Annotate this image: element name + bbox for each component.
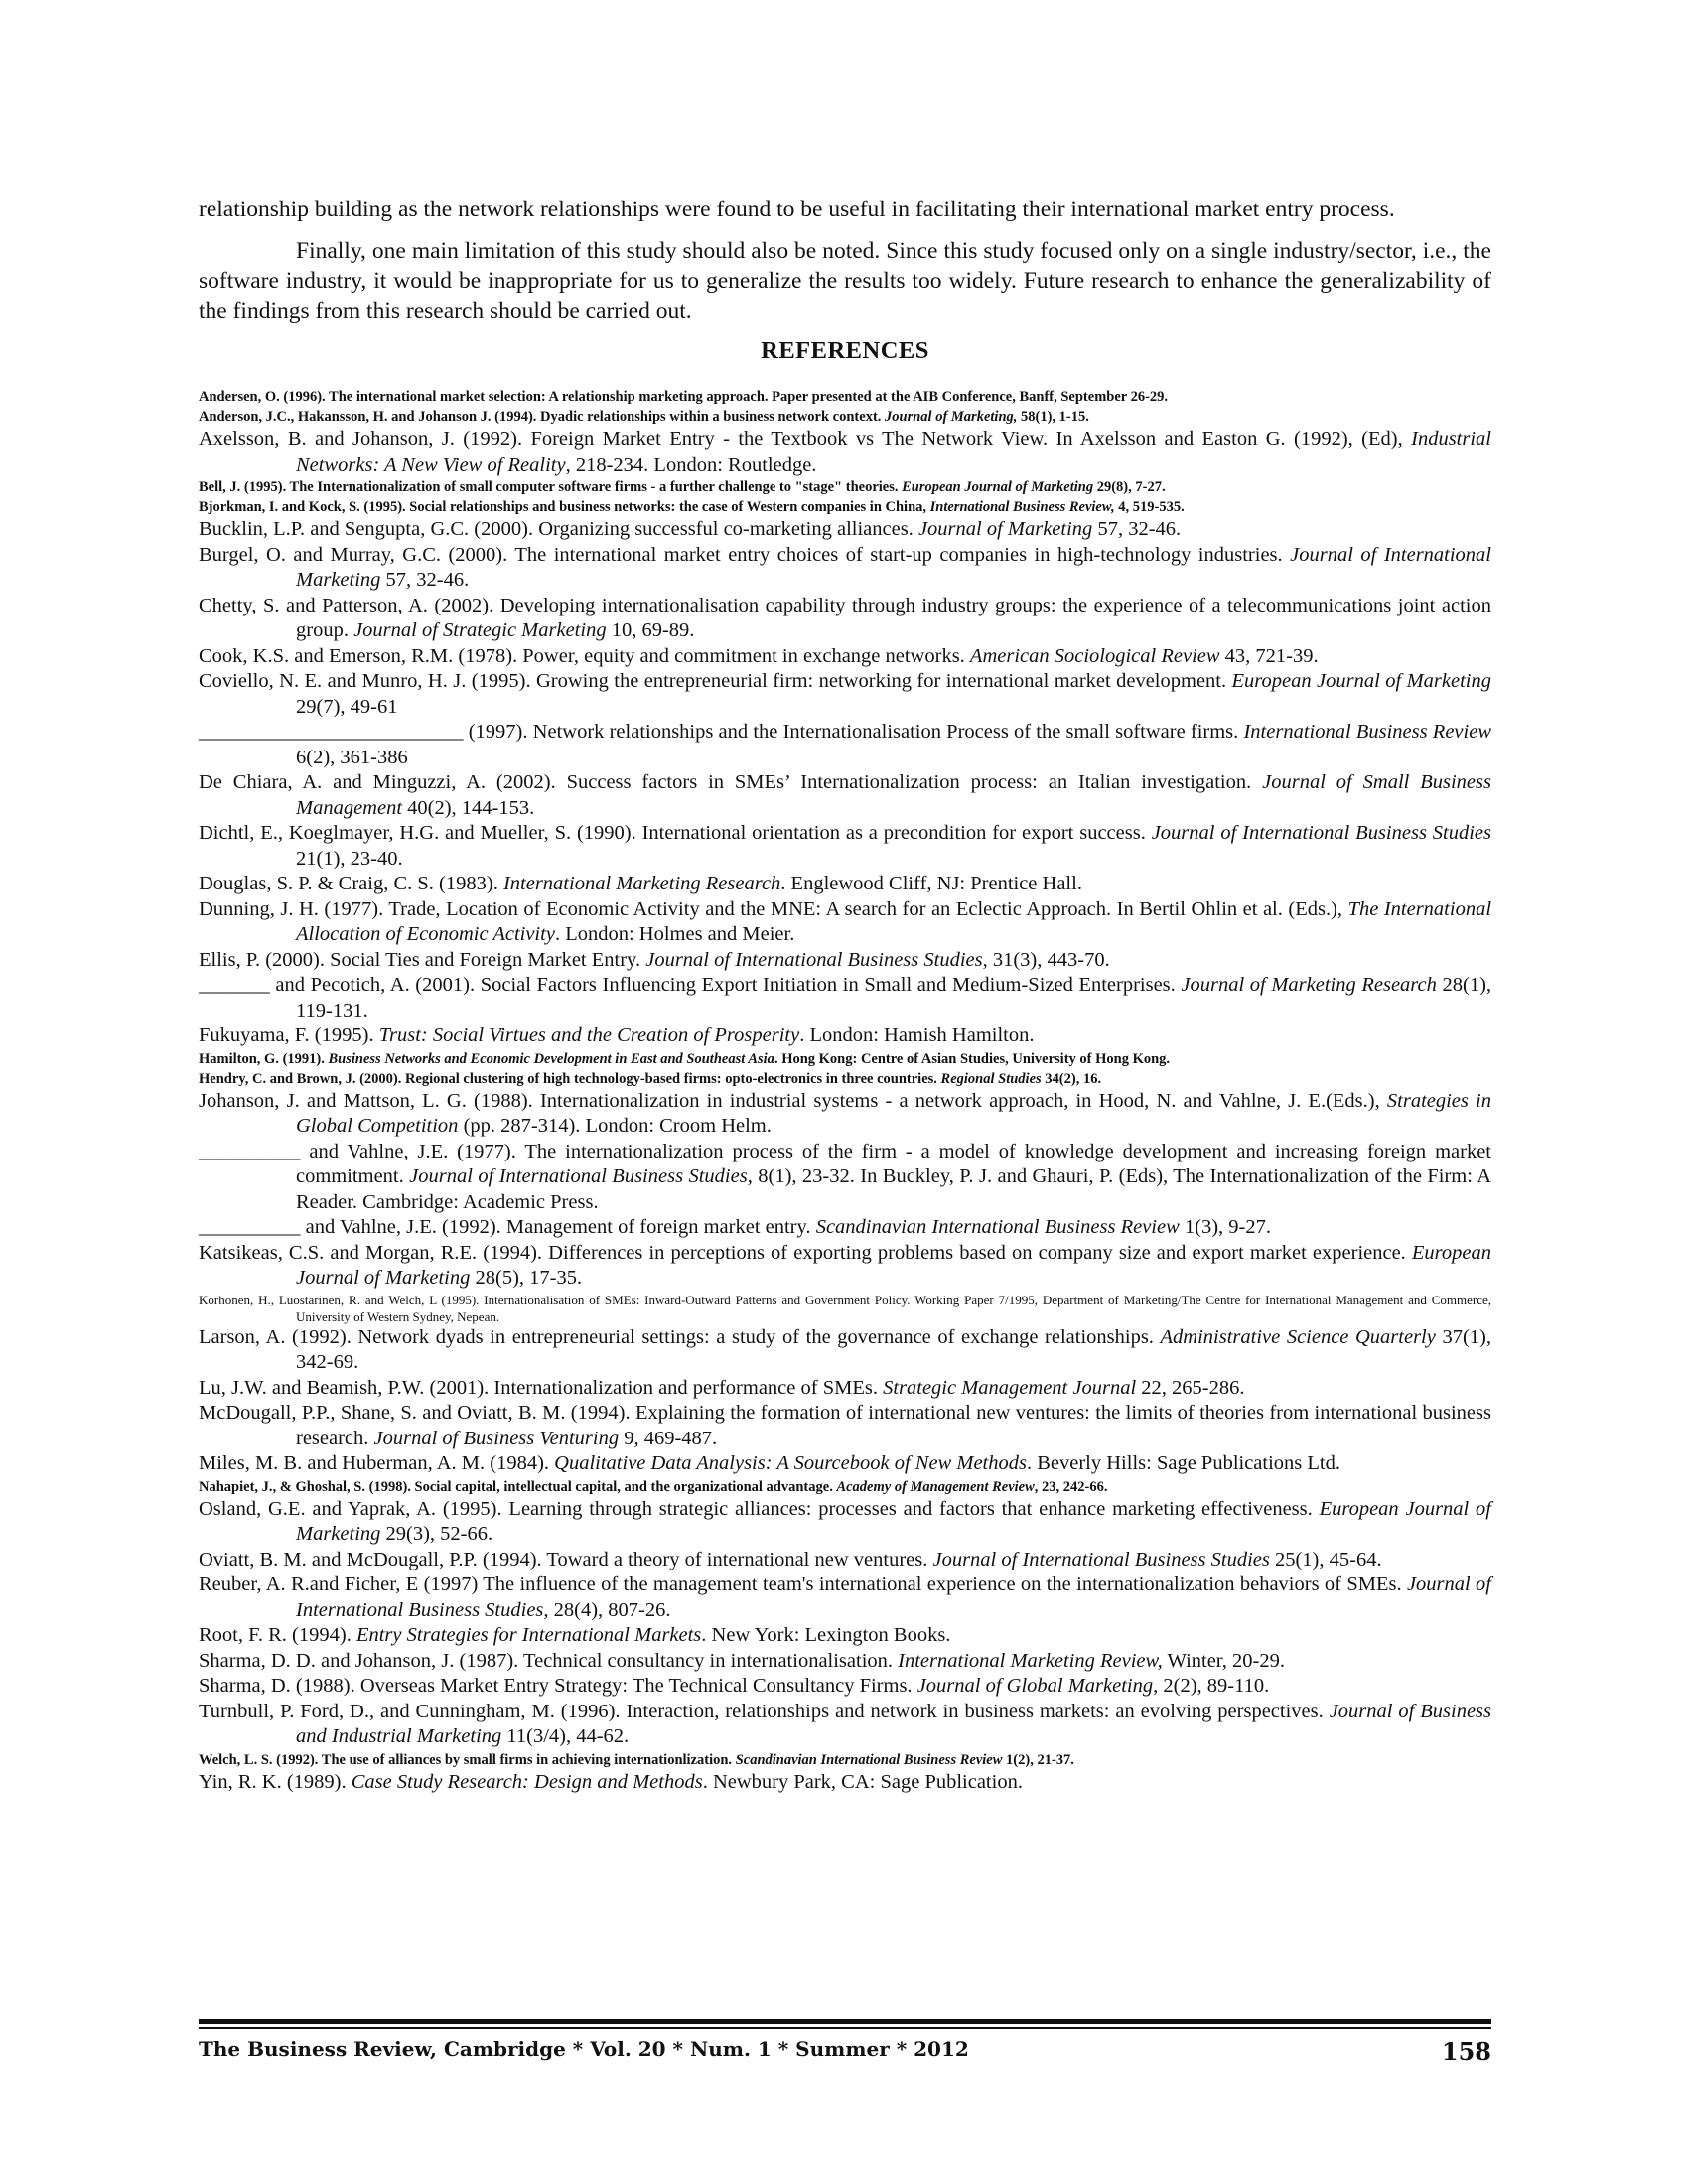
reference-entry	[199, 948, 1491, 974]
reference-text: Chetty, S. and Patterson, A. (2002). Developing internationalisation capability through industry groups: the experience of a telecommunications joint action group.	[199, 594, 1491, 641]
reference-source-title: The International Allocation of Economic Activity	[296, 897, 1492, 945]
reference-text: Andersen, O. (1996). The international market selection: A relationship marketing approach. Paper presented at the AIB Conference, Banff, September 26-29.	[199, 389, 1169, 405]
reference-entry	[199, 543, 1491, 594]
reference-citation-details: . London: Holmes and Meier.	[554, 923, 795, 945]
reference-source-title: Scandinavian International Business Review	[735, 1751, 1003, 1768]
page-number: 158	[1441, 2037, 1491, 2066]
reference-citation-details: 57, 32-46.	[1092, 518, 1182, 540]
reference-citation-details: 29(8), 7-27.	[1093, 479, 1166, 495]
page-footer	[199, 2037, 1491, 2066]
reference-entry	[199, 1069, 1491, 1089]
reference-entry	[199, 1649, 1491, 1675]
reference-citation-details: 29(3), 52-66.	[380, 1523, 493, 1545]
reference-source-title: Trust: Social Virtues and the Creation of Prosperity	[378, 1024, 800, 1046]
reference-entry	[199, 1024, 1491, 1049]
reference-source-title: Case Study Research: Design and Methods	[351, 1770, 703, 1793]
reference-text: Reuber, A. R.and Ficher, E (1997) The influence of the management team's international experience on the internationalization behaviors of SMEs.	[199, 1573, 1407, 1595]
reference-citation-details: . New York: Lexington Books.	[701, 1624, 951, 1646]
reference-source-title: Regional Studies	[940, 1070, 1042, 1087]
reference-citation-details: 57, 32-46.	[380, 569, 470, 591]
footer-rule-thin	[199, 2027, 1491, 2029]
reference-entry	[199, 497, 1491, 517]
reference-citation-details: . London: Hamish Hamilton.	[799, 1024, 1035, 1046]
reference-entry	[199, 1049, 1491, 1069]
reference-text: Burgel, O. and Murray, G.C. (2000). The international market entry choices of start-up companies in high-technology industries.	[199, 543, 1291, 566]
reference-citation-details: , 218-234. London: Routledge.	[565, 453, 817, 476]
reference-citation-details: 2(2), 89-110.	[1158, 1675, 1270, 1697]
reference-source-title: Journal of International Business Studies,	[645, 948, 988, 971]
reference-entry	[199, 1215, 1491, 1241]
reference-entry	[199, 594, 1491, 644]
reference-entry	[199, 1700, 1491, 1750]
reference-citation-details: . Hong Kong: Centre of Asian Studies, University of Hong Kong.	[774, 1050, 1171, 1067]
reference-citation-details: 58(1), 1-15.	[1017, 409, 1089, 425]
reference-entry	[199, 1401, 1491, 1451]
reference-entry	[199, 1770, 1491, 1796]
reference-source-title: International Marketing Research	[502, 873, 781, 894]
reference-text: Root, F. R. (1994).	[199, 1624, 356, 1646]
reference-source-title: Journal of International Business Studies,	[296, 1573, 1492, 1621]
reference-entry	[199, 387, 1491, 407]
reference-citation-details: 28(5), 17-35.	[470, 1267, 583, 1289]
reference-text: Axelsson, B. and Johanson, J. (1992). Foreign Market Entry - the Textbook vs The Network View. In Axelsson and Easton G. (1992), (Ed),	[199, 428, 1412, 450]
reference-citation-details: . Beverly Hills: Sage Publications Ltd.	[1026, 1452, 1340, 1474]
reference-text: Oviatt, B. M. and McDougall, P.P. (1994). Toward a theory of international new ventures.	[199, 1548, 933, 1570]
reference-source-title: Journal of Business and Industrial Marketing	[296, 1700, 1492, 1747]
reference-source-title: Industrial Networks: A New View of Reality	[296, 428, 1491, 476]
reference-entry	[199, 1548, 1491, 1573]
reference-text: Cook, K.S. and Emerson, R.M. (1978). Power, equity and commitment in exchange networks.	[199, 644, 970, 667]
reference-entry	[199, 1750, 1491, 1770]
reference-entry	[199, 1089, 1491, 1140]
reference-citation-details: 28(4), 807-26.	[548, 1598, 671, 1621]
reference-text: Hendry, C. and Brown, J. (2000). Regional clustering of high technology-based firms: opto-electronics in three countries.	[199, 1070, 941, 1087]
reference-text: Anderson, J.C., Hakansson, H. and Johanson J. (1994). Dyadic relationships within a business network context.	[199, 409, 886, 425]
reference-text: __________________________ (1997). Network relationships and the Internationalisation Process of the small software firms.	[199, 721, 1244, 743]
reference-source-title: Journal of Small Business Management	[296, 771, 1491, 819]
reference-text: Korhonen, H., Luostarinen, R. and Welch, L (1995). Internationalisation of SMEs: Inward-Outward Patterns and Government Policy. Working Paper 7/1995, Department of Marketing/The Centre for International Management and Commerce, University of Western Sydney, Nepean.	[199, 1292, 1491, 1324]
body-paragraph-limitation: Finally, one main limitation of this study should also be noted. Since this study focused only on a single industry/sector, i.e., the software industry, it would be inappropriate for us to generalize the results too widely. Future research to enhance the generalizability of the findings from this research should be carried out.	[199, 238, 1491, 324]
reference-source-title: International Business Review,	[929, 499, 1115, 515]
reference-text: Osland, G.E. and Yaprak, A. (1995). Learning through strategic alliances: processes and factors that enhance marketing effectiveness.	[199, 1497, 1320, 1520]
reference-source-title: Journal of Global Marketing,	[916, 1675, 1159, 1697]
reference-text: Johanson, J. and Mattson, L. G. (1988). Internationalization in industrial systems - a network approach, in Hood, N. and Vahlne, J. E.(Eds.),	[199, 1089, 1387, 1112]
footer-rule	[199, 2019, 1491, 2024]
reference-source-title: Administrative Science Quarterly	[1160, 1325, 1436, 1348]
references-heading: REFERENCES	[761, 338, 929, 364]
reference-text: McDougall, P.P., Shane, S. and Oviatt, B. M. (1994). Explaining the formation of international new ventures: the limits of theories from international business research.	[199, 1402, 1491, 1449]
reference-text: __________ and Vahlne, J.E. (1977). The internationalization process of the firm - a model of knowledge development and increasing foreign market commitment.	[199, 1140, 1491, 1187]
reference-entry	[199, 478, 1491, 497]
reference-entry	[199, 1451, 1491, 1477]
reference-entry	[199, 821, 1491, 872]
reference-entry	[199, 669, 1491, 720]
reference-citation-details: 25(1), 45-64.	[1269, 1548, 1382, 1570]
reference-text: Dichtl, E., Koeglmayer, H.G. and Mueller, S. (1990). International orientation as a precondition for export success.	[199, 822, 1152, 844]
reference-source-title: Qualitative Data Analysis: A Sourcebook of New Methods	[554, 1452, 1027, 1474]
reference-citation-details: 43, 721-39.	[1219, 644, 1319, 667]
reference-source-title: Scandinavian International Business Review	[815, 1216, 1180, 1238]
reference-citation-details: 1(3), 9-27.	[1179, 1216, 1272, 1238]
references-list	[199, 387, 1491, 1795]
reference-citation-details: 22, 265-286.	[1136, 1376, 1245, 1399]
reference-entry	[199, 644, 1491, 670]
reference-source-title: Entry Strategies for International Markets	[355, 1624, 702, 1646]
reference-source-title: Strategic Management Journal	[883, 1376, 1137, 1399]
reference-text: Bucklin, L.P. and Sengupta, G.C. (2000). Organizing successful co-marketing alliances.	[199, 518, 918, 540]
body-paragraph: relationship building as the network relationships were found to be useful in facilitating their international market entry process.	[199, 197, 1395, 222]
reference-entry	[199, 1325, 1491, 1376]
reference-source-title: Journal of Marketing	[917, 518, 1093, 540]
reference-citation-details: 28(1), 119-131.	[296, 974, 1492, 1022]
reference-entry	[199, 1497, 1491, 1548]
reference-entry	[199, 872, 1491, 897]
reference-source-title: Journal of Business Venturing	[373, 1427, 620, 1449]
reference-citation-details: 10, 69-89.	[606, 619, 695, 641]
reference-entry	[199, 1572, 1491, 1623]
reference-source-title: European Journal of Marketing	[296, 1241, 1491, 1289]
reference-entry	[199, 1674, 1491, 1700]
reference-source-title: Academy of Management Review	[836, 1478, 1035, 1495]
reference-source-title: European Journal of Marketing	[1231, 670, 1491, 692]
reference-citation-details: 6(2), 361-386	[296, 746, 408, 768]
reference-entry	[199, 973, 1491, 1024]
reference-source-title: International Business Review	[1243, 721, 1491, 743]
reference-entry	[199, 1292, 1491, 1325]
reference-text: Nahapiet, J., & Ghoshal, S. (1998). Social capital, intellectual capital, and the organizational advantage.	[199, 1478, 837, 1495]
reference-source-title: American Sociological Review	[969, 644, 1220, 667]
reference-citation-details: Winter, 20-29.	[1162, 1649, 1286, 1672]
reference-source-title: European Journal of Marketing	[296, 1497, 1491, 1545]
reference-citation-details: 34(2), 16.	[1041, 1070, 1102, 1087]
reference-source-title: Journal of International Marketing	[296, 543, 1492, 591]
reference-citation-details: 21(1), 23-40.	[296, 847, 403, 870]
page-content	[199, 195, 1491, 1795]
reference-entry	[199, 897, 1491, 948]
reference-source-title: Journal of International Business Studies,	[409, 1165, 753, 1187]
reference-text: Lu, J.W. and Beamish, P.W. (2001). Internationalization and performance of SMEs.	[199, 1376, 884, 1399]
reference-text: Bjorkman, I. and Kock, S. (1995). Social relationships and business networks: the case of Western companies in China,	[199, 499, 930, 515]
reference-source-title: Business Networks and Economic Development in East and Southeast Asia	[328, 1050, 774, 1067]
reference-citation-details: 37(1), 342-69.	[296, 1325, 1491, 1373]
reference-entry	[199, 1477, 1491, 1497]
reference-citation-details: (pp. 287-314). London: Croom Helm.	[458, 1115, 772, 1137]
reference-text: Katsikeas, C.S. and Morgan, R.E. (1994). Differences in perceptions of exporting problems based on company size and export market experience.	[199, 1241, 1412, 1264]
reference-text: Coviello, N. E. and Munro, H. J. (1995). Growing the entrepreneurial firm: networking for international market development.	[199, 670, 1232, 692]
reference-text: De Chiara, A. and Minguzzi, A. (2002). Success factors in SMEs’ Internationalization process: an Italian investigation.	[199, 771, 1263, 793]
reference-entry	[199, 1376, 1491, 1402]
reference-source-title: Journal of Strategic Marketing	[353, 619, 607, 641]
reference-text: Yin, R. K. (1989).	[199, 1770, 352, 1793]
reference-source-title: European Journal of Marketing	[902, 479, 1094, 495]
reference-text: Dunning, J. H. (1977). Trade, Location of Economic Activity and the MNE: A search for an Eclectic Approach. In Bertil Ohlin et al. (Eds.),	[199, 897, 1348, 920]
reference-entry	[199, 720, 1491, 770]
reference-citation-details: 31(3), 443-70.	[987, 948, 1110, 971]
reference-text: Welch, L. S. (1992). The use of alliances by small firms in achieving internationlization.	[199, 1751, 736, 1768]
reference-text: Douglas, S. P. & Craig, C. S. (1983).	[199, 873, 503, 894]
reference-citation-details: 8(1), 23-32. In Buckley, P. J. and Ghauri, P. (Eds), The Internationalization of the Firm: A Reader. Cambridge: Academic Press.	[296, 1165, 1492, 1213]
reference-citation-details: . Newbury Park, CA: Sage Publication.	[702, 1770, 1023, 1793]
reference-source-title: Journal of International Business Studies	[1151, 822, 1491, 844]
reference-source-title: Journal of International Business Studies	[932, 1548, 1270, 1570]
reference-entry	[199, 770, 1491, 821]
reference-citation-details: 40(2), 144-153.	[402, 796, 535, 819]
reference-source-title: International Marketing Review,	[898, 1649, 1163, 1672]
reference-text: Turnbull, P. Ford, D., and Cunningham, M. (1996). Interaction, relationships and network in business markets: an evolving perspectives.	[199, 1700, 1330, 1722]
reference-text: Bell, J. (1995). The Internationalization of small computer software firms - a further challenge to "stage" theories.	[199, 479, 903, 495]
reference-source-title: Journal of Marketing Research	[1181, 974, 1437, 996]
reference-citation-details: 9, 469-487.	[619, 1427, 718, 1449]
reference-entry	[199, 407, 1491, 427]
reference-entry	[199, 1241, 1491, 1292]
reference-source-title: Journal of Marketing,	[885, 409, 1018, 425]
reference-citation-details: . Englewood Cliff, NJ: Prentice Hall.	[780, 873, 1082, 894]
reference-entry	[199, 427, 1491, 478]
reference-source-title: Strategies in Global Competition	[296, 1089, 1491, 1137]
reference-text: Hamilton, G. (1991).	[199, 1050, 329, 1067]
reference-entry	[199, 1623, 1491, 1649]
reference-text: __________ and Vahlne, J.E. (1992). Management of foreign market entry.	[199, 1216, 816, 1238]
journal-name: The Business Review, Cambridge * Vol. 20 * Num. 1 * Summer * 2012	[199, 2037, 969, 2061]
reference-text: Fukuyama, F. (1995).	[199, 1024, 379, 1046]
reference-citation-details: 4, 519-535.	[1114, 499, 1185, 515]
reference-text: Sharma, D. D. and Johanson, J. (1987). Technical consultancy in internationalisation.	[199, 1649, 899, 1672]
reference-text: Miles, M. B. and Huberman, A. M. (1984).	[199, 1452, 555, 1474]
reference-entry	[199, 1140, 1491, 1216]
reference-text: _______ and Pecotich, A. (2001). Social Factors Influencing Export Initiation in Small and Medium-Sized Enterprises.	[199, 974, 1182, 996]
reference-entry	[199, 517, 1491, 543]
reference-citation-details: , 23, 242-66.	[1034, 1478, 1108, 1495]
reference-text: Larson, A. (1992). Network dyads in entrepreneurial settings: a study of the governance of exchange relationships.	[199, 1325, 1161, 1348]
reference-citation-details: 1(2), 21-37.	[1002, 1751, 1074, 1768]
reference-citation-details: 11(3/4), 44-62.	[501, 1725, 630, 1747]
reference-citation-details: 29(7), 49-61	[296, 695, 398, 718]
reference-text: Sharma, D. (1988). Overseas Market Entry Strategy: The Technical Consultancy Firms.	[199, 1675, 917, 1697]
reference-text: Ellis, P. (2000). Social Ties and Foreign Market Entry.	[199, 948, 646, 971]
